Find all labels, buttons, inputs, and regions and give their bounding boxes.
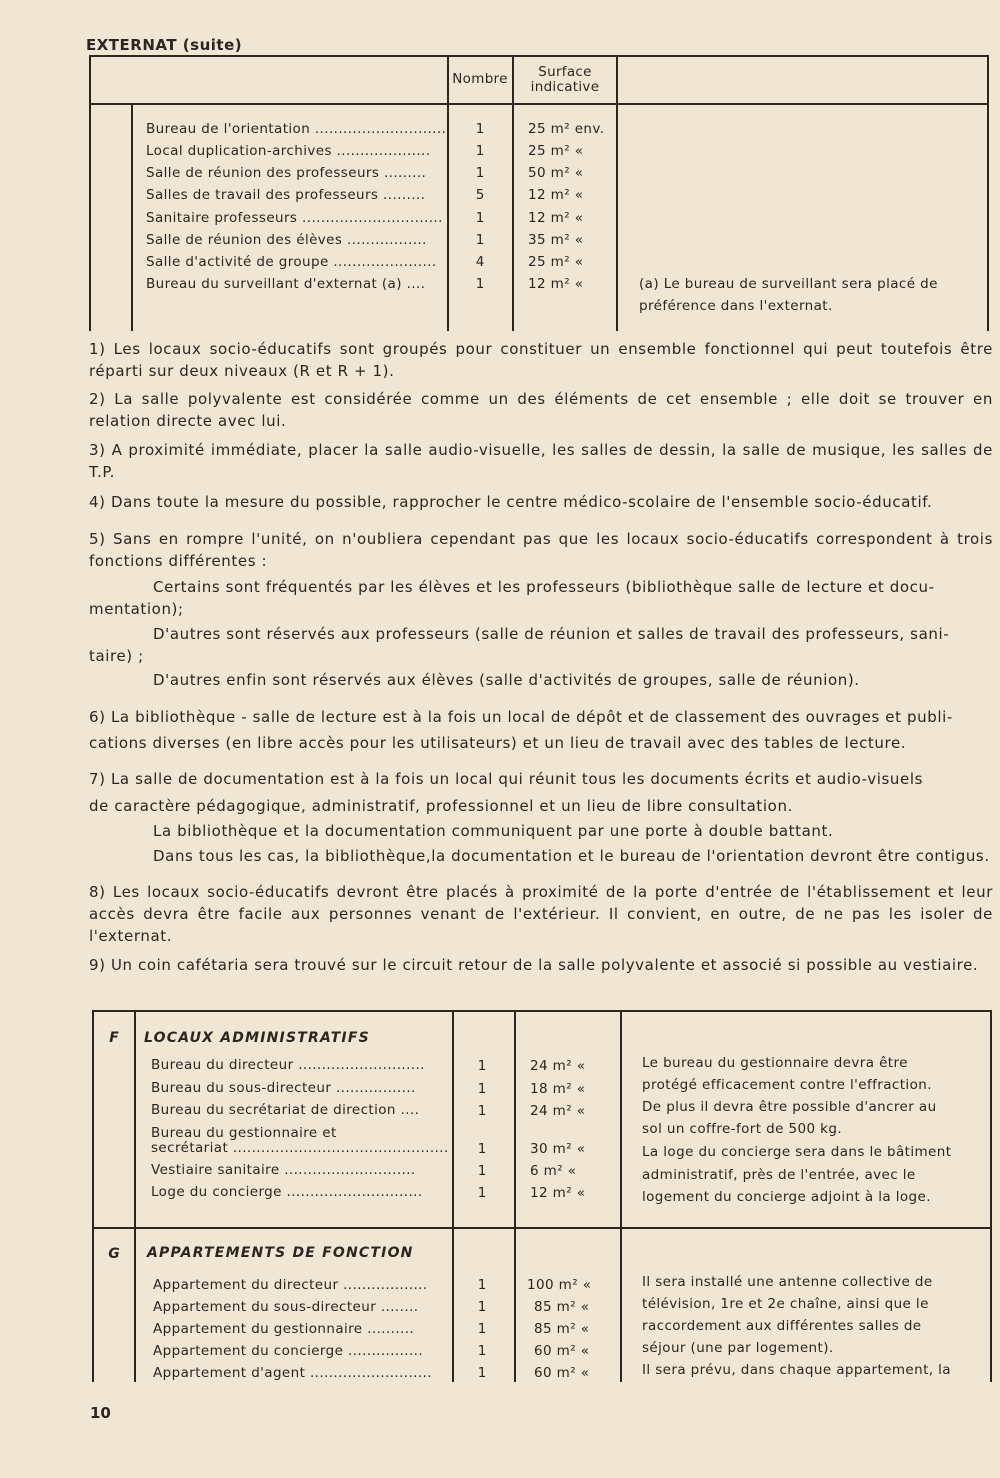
row-surface: 6 m² « bbox=[530, 1163, 577, 1179]
page-heading: EXTERNAT (suite) bbox=[86, 36, 243, 54]
paragraph-3: 3) A proximité immédiate, placer la salle audio-visuelle, les salles de dessin, la salle de musique, les salles de T.P. bbox=[89, 441, 993, 481]
table-right-border bbox=[987, 55, 989, 331]
row-surface: 25 m² « bbox=[528, 254, 584, 270]
row-count: 1 bbox=[477, 1081, 487, 1097]
paragraph-8: 8) Les locaux socio-éducatifs devront être placés à proximité de la porte d'entrée de l'établissement et leur accès devra être facile aux personnes venant de l'extérieur. Il convient, en outre, de ne pas les isoler de l'externat. bbox=[89, 883, 993, 945]
row-count: 1 bbox=[475, 165, 485, 181]
row-count: 1 bbox=[477, 1141, 487, 1157]
table-col-divider bbox=[514, 1010, 516, 1382]
row-count: 1 bbox=[475, 210, 485, 226]
table-col-divider bbox=[134, 1010, 136, 1382]
row-label: Loge du concierge ............................. bbox=[151, 1184, 423, 1200]
paragraph-1: 1) Les locaux socio-éducatifs sont groupés pour constituer un ensemble fonctionnel qui peut toutefois être réparti sur deux niveaux (R et R + 1). bbox=[89, 340, 993, 380]
row-surface: 24 m² « bbox=[530, 1058, 586, 1074]
table-left-border bbox=[89, 55, 91, 331]
table-header-border bbox=[89, 103, 988, 105]
row-count: 1 bbox=[475, 276, 485, 292]
row-label: Sanitaire professeurs .............................. bbox=[146, 210, 443, 226]
note-line: Il sera prévu, dans chaque appartement, la bbox=[642, 1362, 951, 1378]
row-count: 1 bbox=[475, 121, 485, 137]
row-surface: 12 m² « bbox=[528, 210, 584, 226]
row-label: Salle de réunion des élèves ................. bbox=[146, 232, 427, 248]
row-label: Salle d'activité de groupe ...................... bbox=[146, 254, 437, 270]
note-line: raccordement aux différentes salles de bbox=[642, 1318, 922, 1334]
row-label: Salles de travail des professeurs ......... bbox=[146, 187, 426, 203]
row-label: Appartement du gestionnaire .......... bbox=[153, 1321, 415, 1337]
col-header-nombre: Nombre bbox=[452, 71, 508, 87]
paragraph-9: 9) Un coin cafétaria sera trouvé sur le circuit retour de la salle polyvalente et associé si possible au vestiaire. bbox=[89, 956, 979, 974]
row-label: Appartement du sous-directeur ........ bbox=[153, 1299, 419, 1315]
row-surface: 18 m² « bbox=[530, 1081, 586, 1097]
paragraph-5b-line2: taire) ; bbox=[89, 647, 144, 665]
table-col-divider bbox=[131, 103, 133, 331]
page-number: 10 bbox=[90, 1404, 111, 1422]
table-col-divider bbox=[616, 55, 618, 331]
row-label: Bureau du surveillant d'externat (a) .... bbox=[146, 276, 426, 292]
row-surface: 35 m² « bbox=[528, 232, 584, 248]
paragraph-6-line1: 6) La bibliothèque - salle de lecture est à la fois un local de dépôt et de classement des ouvrages et publi- bbox=[89, 708, 953, 726]
row-label: Bureau du gestionnaire et secrétariat .............................................. bbox=[151, 1125, 449, 1156]
table-col-divider bbox=[620, 1010, 622, 1382]
row-surface: 30 m² « bbox=[530, 1141, 586, 1157]
table-top-border bbox=[92, 1010, 991, 1012]
row-label: Bureau du secrétariat de direction .... bbox=[151, 1102, 420, 1118]
note-line: administratif, près de l'entrée, avec le bbox=[642, 1167, 916, 1183]
paragraph-6-line2: cations diverses (en libre accès pour les utilisateurs) et un lieu de travail avec des tables de lecture. bbox=[89, 734, 907, 752]
row-surface: 25 m² env. bbox=[528, 121, 605, 137]
note-line: La loge du concierge sera dans le bâtiment bbox=[642, 1144, 952, 1160]
paragraph-7-line4: Dans tous les cas, la bibliothèque,la documentation et le bureau de l'orientation devront être contigus. bbox=[153, 847, 990, 865]
row-surface: 12 m² « bbox=[530, 1185, 586, 1201]
table-col-divider bbox=[447, 55, 449, 331]
note-line: séjour (une par logement). bbox=[642, 1340, 834, 1356]
col-header-surface: Surface indicative bbox=[530, 64, 600, 95]
row-surface: 85 m² « bbox=[534, 1299, 590, 1315]
row-count: 1 bbox=[477, 1299, 487, 1315]
row-count: 1 bbox=[477, 1163, 487, 1179]
row-count: 1 bbox=[477, 1185, 487, 1201]
row-surface: 24 m² « bbox=[530, 1103, 586, 1119]
row-count: 1 bbox=[477, 1058, 487, 1074]
row-label: Bureau de l'orientation ............................ bbox=[146, 121, 447, 137]
row-label: Appartement du directeur .................. bbox=[153, 1277, 428, 1293]
row-surface: 85 m² « bbox=[534, 1321, 590, 1337]
row-label: Bureau du directeur ........................... bbox=[151, 1057, 425, 1073]
table-section-border bbox=[92, 1227, 991, 1229]
paragraph-5c: D'autres enfin sont réservés aux élèves (salle d'activités de groupes, salle de réunion). bbox=[153, 671, 860, 689]
row-label: Local duplication-archives .................... bbox=[146, 143, 431, 159]
table-left-border bbox=[92, 1010, 94, 1382]
paragraph-7-line2: de caractère pédagogique, administratif, professionnel et un lieu de libre consultation. bbox=[89, 797, 793, 815]
section-title-appartements-de-fonction: APPARTEMENTS DE FONCTION bbox=[147, 1245, 414, 1261]
note-line: logement du concierge adjoint à la loge. bbox=[642, 1189, 931, 1205]
note-line: télévision, 1re et 2e chaîne, ainsi que le bbox=[642, 1296, 929, 1312]
row-label: Appartement du concierge ................ bbox=[153, 1343, 424, 1359]
paragraph-5a-line2: mentation); bbox=[89, 600, 184, 618]
row-count: 1 bbox=[477, 1277, 487, 1293]
paragraph-7-line1: 7) La salle de documentation est à la fois un local qui réunit tous les documents écrits et audio-visuels bbox=[89, 770, 924, 788]
row-label: Vestiaire sanitaire ............................ bbox=[151, 1162, 416, 1178]
table-right-border bbox=[990, 1010, 992, 1382]
note-line: Il sera installé une antenne collective de bbox=[642, 1274, 933, 1290]
paragraph-7-line3: La bibliothèque et la documentation communiquent par une porte à double battant. bbox=[153, 822, 834, 840]
table-top-border bbox=[89, 55, 988, 57]
row-count: 1 bbox=[477, 1365, 487, 1381]
row-surface: 50 m² « bbox=[528, 165, 584, 181]
paragraph-2: 2) La salle polyvalente est considérée comme un des éléments de cet ensemble ; elle doit se trouver en relation directe avec lui. bbox=[89, 390, 993, 430]
row-surface: 60 m² « bbox=[534, 1343, 590, 1359]
row-count: 4 bbox=[475, 254, 485, 270]
table-note: (a) Le bureau de surveillant sera placé de préférence dans l'externat. bbox=[639, 276, 938, 314]
table-col-divider bbox=[452, 1010, 454, 1382]
note-line: De plus il devra être possible d'ancrer au bbox=[642, 1099, 937, 1115]
note-line: sol un coffre-fort de 500 kg. bbox=[642, 1121, 843, 1137]
paragraph-5b-line1: D'autres sont réservés aux professeurs (salle de réunion et salles de travail des professeurs, sani- bbox=[153, 625, 950, 643]
section-letter-f: F bbox=[109, 1030, 119, 1046]
row-count: 1 bbox=[477, 1321, 487, 1337]
row-label: Appartement d'agent .......................... bbox=[153, 1365, 432, 1381]
paragraph-4: 4) Dans toute la mesure du possible, rapprocher le centre médico-scolaire de l'ensemble socio-éducatif. bbox=[89, 493, 933, 511]
row-surface: 60 m² « bbox=[534, 1365, 590, 1381]
row-surface: 100 m² « bbox=[527, 1277, 592, 1293]
section-title-locaux-administratifs: LOCAUX ADMINISTRATIFS bbox=[144, 1030, 370, 1046]
row-surface: 12 m² « bbox=[528, 187, 584, 203]
section-letter-g: G bbox=[108, 1246, 120, 1262]
row-count: 1 bbox=[477, 1103, 487, 1119]
row-count: 1 bbox=[475, 232, 485, 248]
note-line: Le bureau du gestionnaire devra être bbox=[642, 1055, 908, 1071]
row-count: 1 bbox=[477, 1343, 487, 1359]
row-surface: 25 m² « bbox=[528, 143, 584, 159]
row-label: Salle de réunion des professeurs ......... bbox=[146, 165, 427, 181]
row-surface: 12 m² « bbox=[528, 276, 584, 292]
paragraph-5a-line1: Certains sont fréquentés par les élèves et les professeurs (bibliothèque salle de lecture et docu- bbox=[153, 578, 935, 596]
row-count: 1 bbox=[475, 143, 485, 159]
table-col-divider bbox=[512, 55, 514, 331]
row-count: 5 bbox=[475, 187, 485, 203]
note-line: protégé efficacement contre l'effraction. bbox=[642, 1077, 932, 1093]
paragraph-5: 5) Sans en rompre l'unité, on n'oubliera cependant pas que les locaux socio-éducatifs correspondent à trois fonctions différentes : bbox=[89, 530, 993, 570]
row-label: Bureau du sous-directeur ................. bbox=[151, 1080, 416, 1096]
